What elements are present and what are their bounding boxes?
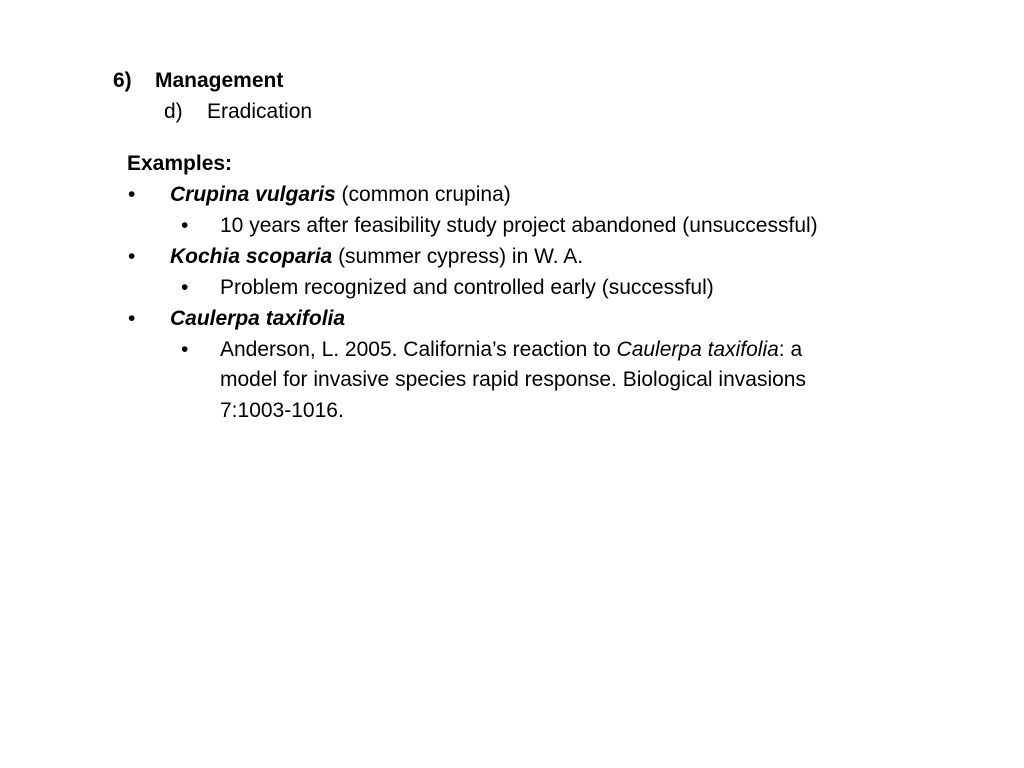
sub-bullet-icon: • bbox=[181, 214, 189, 237]
species-name: Kochia scoparia bbox=[170, 245, 333, 268]
citation-text-end: : a bbox=[778, 338, 803, 361]
citation-text: Anderson, L. 2005. California’s reaction to bbox=[220, 338, 617, 361]
bullet-icon: • bbox=[128, 307, 136, 330]
species-name: Crupina vulgaris bbox=[170, 183, 336, 206]
section-title: Management bbox=[155, 69, 284, 92]
citation-line-1 bbox=[220, 335, 802, 365]
section-number: 6) bbox=[113, 69, 132, 92]
sub-bullet-icon: • bbox=[181, 338, 189, 361]
species-note: 10 years after feasibility study project abandoned (unsuccessful) bbox=[220, 214, 818, 237]
list-item bbox=[170, 180, 511, 210]
sub-bullet-icon: • bbox=[181, 276, 189, 299]
list-item bbox=[170, 242, 583, 272]
species-name: Caulerpa taxifolia bbox=[170, 307, 346, 330]
species-description: (common crupina) bbox=[335, 183, 511, 206]
list-item bbox=[170, 304, 345, 334]
citation-line-3: 7:1003-1016. bbox=[220, 399, 344, 422]
examples-heading: Examples: bbox=[127, 152, 233, 175]
bullet-icon: • bbox=[128, 245, 136, 268]
citation-line-2: model for invasive species rapid response. Biological invasions bbox=[220, 368, 806, 391]
species-description: (summer cypress) in W. A. bbox=[332, 245, 584, 268]
species-note: Problem recognized and controlled early (successful) bbox=[220, 276, 714, 299]
citation-species: Caulerpa taxifolia bbox=[616, 338, 779, 361]
subsection-title: Eradication bbox=[207, 100, 313, 123]
bullet-icon: • bbox=[128, 183, 136, 206]
subsection-number: d) bbox=[164, 100, 183, 123]
